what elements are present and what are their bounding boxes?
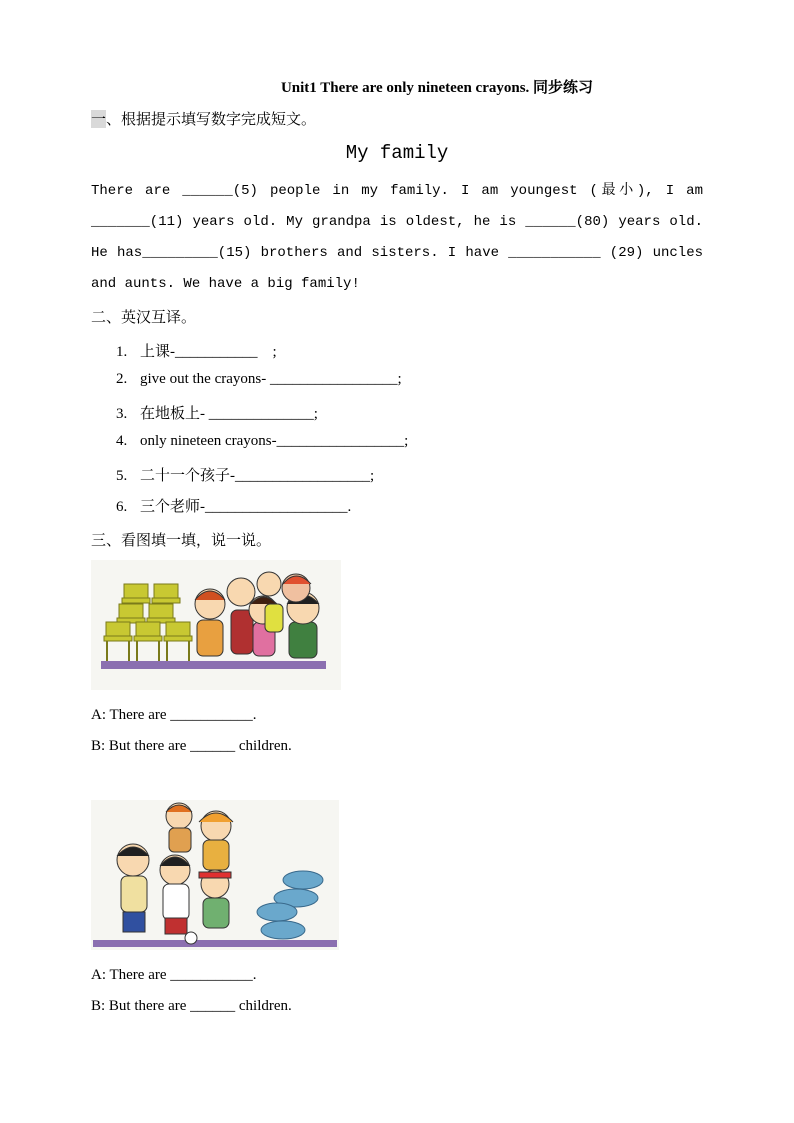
item-text: 三个老师-___________________. [140, 499, 352, 515]
item-text: 上课-___________ ; [140, 344, 277, 360]
translation-item[interactable] [116, 464, 374, 485]
essay-text: There are ______(5) people in my family. I am youngest (最小), I am _______(11) years old. My grandpa is oldest, he is ______(80) years old. He has_________(15) brothers and sisters. I have ___________ (29) uncles and aunts. We have a big family! [91, 183, 703, 292]
item-number: 5. [116, 468, 128, 484]
section-1-text: 、根据提示填写数字完成短文。 [106, 110, 317, 128]
chairs-children-illustration [91, 560, 341, 690]
item-number: 6. [116, 499, 128, 515]
item-text: only nineteen crayons-_________________; [140, 433, 409, 449]
children-caps-illustration [91, 800, 339, 950]
dialog-2-a[interactable]: A: There are ___________. [91, 967, 257, 983]
item-number: 2. [116, 371, 128, 387]
children-caps-image [91, 800, 339, 950]
item-text: 二十一个孩子-__________________; [140, 468, 375, 484]
essay-title: My family [345, 142, 449, 164]
item-text: 在地板上- ______________; [140, 406, 318, 422]
translation-item[interactable] [116, 371, 402, 388]
section-3-heading: 三、看图填一填，说一说。 [91, 531, 272, 549]
translation-item[interactable] [116, 433, 408, 450]
item-text: give out the crayons- _________________; [140, 371, 402, 387]
item-number: 4. [116, 433, 128, 449]
item-number: 1. [116, 344, 128, 360]
section-2-heading: 二、英汉互译。 [91, 308, 197, 326]
dialog-1-a[interactable]: A: There are ___________. [91, 707, 257, 723]
section-1-number: 一 [91, 110, 107, 128]
section-1-heading [91, 108, 316, 129]
page-title: Unit1 There are only nineteen crayons. 同步练习 [280, 80, 594, 96]
dialog-2-b[interactable]: B: But there are ______ children. [91, 998, 292, 1014]
item-number: 3. [116, 406, 128, 422]
dialog-1-b[interactable]: B: But there are ______ children. [91, 738, 292, 754]
translation-item[interactable] [116, 495, 351, 516]
chairs-children-image [91, 560, 341, 690]
translation-item[interactable] [116, 402, 318, 423]
translation-item[interactable] [116, 340, 277, 361]
